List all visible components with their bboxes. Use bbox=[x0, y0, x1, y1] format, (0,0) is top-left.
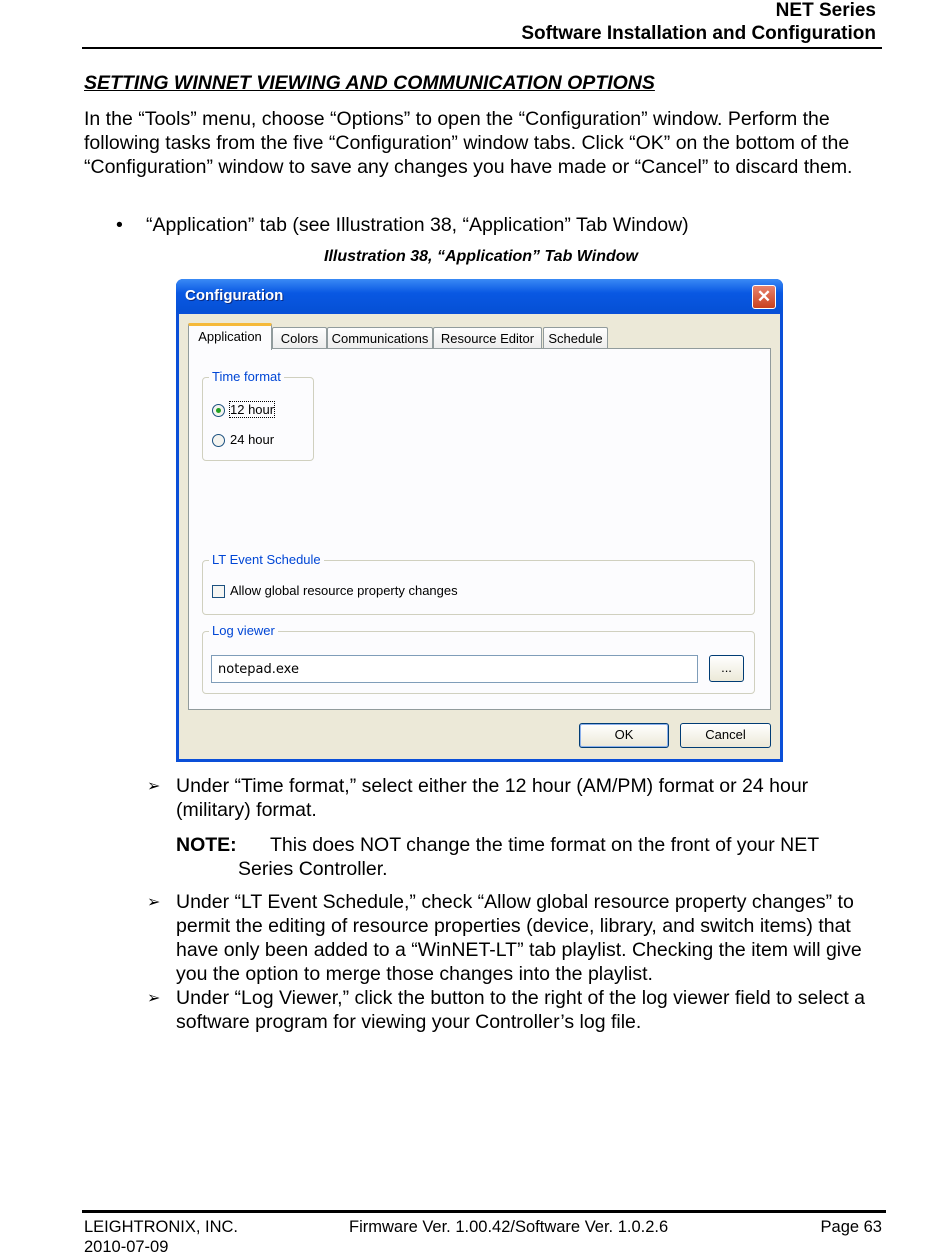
tab-schedule[interactable]: Schedule bbox=[543, 327, 608, 349]
header-subtitle: Software Installation and Configuration bbox=[521, 23, 876, 44]
log-viewer-group bbox=[202, 623, 755, 694]
instruction-lt-event: Under “LT Event Schedule,” check “Allow global resource property changes” to permit the editing of resource properties (device, library, and switch items) that have only been added to a “WinNET-LT” tab playlist. Checking the item will give you the option to merge those changes into the playlist. bbox=[176, 891, 862, 985]
header-rule bbox=[82, 47, 882, 49]
radio-12-hour[interactable] bbox=[212, 404, 225, 417]
application-tab-panel bbox=[188, 348, 771, 710]
configuration-dialog bbox=[176, 279, 783, 762]
tab-colors[interactable]: Colors bbox=[272, 327, 327, 349]
dialog-client-area bbox=[179, 314, 780, 759]
cancel-button[interactable]: Cancel bbox=[680, 723, 771, 748]
bullet-text: “Application” tab (see Illustration 38, “Application” Tab Window) bbox=[146, 214, 689, 236]
log-viewer-browse-button[interactable]: ... bbox=[709, 655, 744, 682]
instruction-time-format: Under “Time format,” select either the 12 hour (AM/PM) format or 24 hour (military) format. bbox=[176, 775, 809, 821]
ok-button[interactable]: OK bbox=[579, 723, 669, 748]
tab-application[interactable]: Application bbox=[188, 323, 272, 350]
time-format-group bbox=[202, 369, 314, 461]
log-viewer-label: Log viewer bbox=[209, 623, 278, 638]
note-text-line2: Series Controller. bbox=[238, 858, 388, 880]
log-viewer-input[interactable] bbox=[211, 655, 698, 683]
radio-12-hour-label[interactable]: 12 hour bbox=[230, 402, 275, 417]
intro-paragraph: In the “Tools” menu, choose “Options” to open the “Configuration” window. Perform the following tasks from the five “Configuration” window tabs. Click “OK” on the bottom of the “Configuration” window to save any changes you have made or “Cancel” to discard them. bbox=[84, 108, 853, 178]
footer-rule bbox=[82, 1210, 886, 1213]
dialog-title: Configuration bbox=[185, 287, 284, 304]
footer-date: 2010-07-09 bbox=[84, 1238, 169, 1256]
arrow-bullet-3: ➢ bbox=[147, 990, 161, 1007]
instruction-log-viewer: Under “Log Viewer,” click the button to the right of the log viewer field to select a software program for viewing your Controller’s log file. bbox=[176, 987, 866, 1033]
section-title: SETTING WINNET VIEWING AND COMMUNICATION OPTIONS bbox=[84, 72, 655, 94]
dialog-titlebar[interactable] bbox=[176, 279, 783, 314]
radio-24-hour[interactable] bbox=[212, 434, 225, 447]
time-format-label: Time format bbox=[209, 369, 284, 384]
radio-24-hour-label[interactable]: 24 hour bbox=[230, 432, 275, 447]
footer-company: LEIGHTRONIX, INC. bbox=[84, 1218, 239, 1236]
lt-event-schedule-group bbox=[202, 552, 755, 615]
tab-communications[interactable]: Communications bbox=[327, 327, 433, 349]
illustration-caption: Illustration 38, “Application” Tab Window bbox=[324, 248, 638, 265]
note-text-line1: This does NOT change the time format on the front of your NET bbox=[270, 834, 820, 856]
footer-version: Firmware Ver. 1.00.42/Software Ver. 1.0.2.6 bbox=[349, 1218, 669, 1236]
footer-page-number: Page 63 bbox=[820, 1218, 882, 1236]
arrow-bullet-2: ➢ bbox=[147, 894, 161, 911]
note-label: NOTE: bbox=[176, 834, 237, 856]
tab-resource-editor[interactable]: Resource Editor bbox=[433, 327, 542, 349]
bullet-glyph: • bbox=[116, 214, 123, 236]
allow-global-changes-checkbox[interactable] bbox=[212, 585, 225, 598]
allow-global-changes-label[interactable]: Allow global resource property changes bbox=[230, 583, 458, 598]
arrow-bullet-1: ➢ bbox=[147, 778, 161, 795]
header-series: NET Series bbox=[775, 0, 876, 21]
lt-event-schedule-label: LT Event Schedule bbox=[209, 552, 324, 567]
close-icon[interactable]: ✕ bbox=[752, 285, 776, 309]
